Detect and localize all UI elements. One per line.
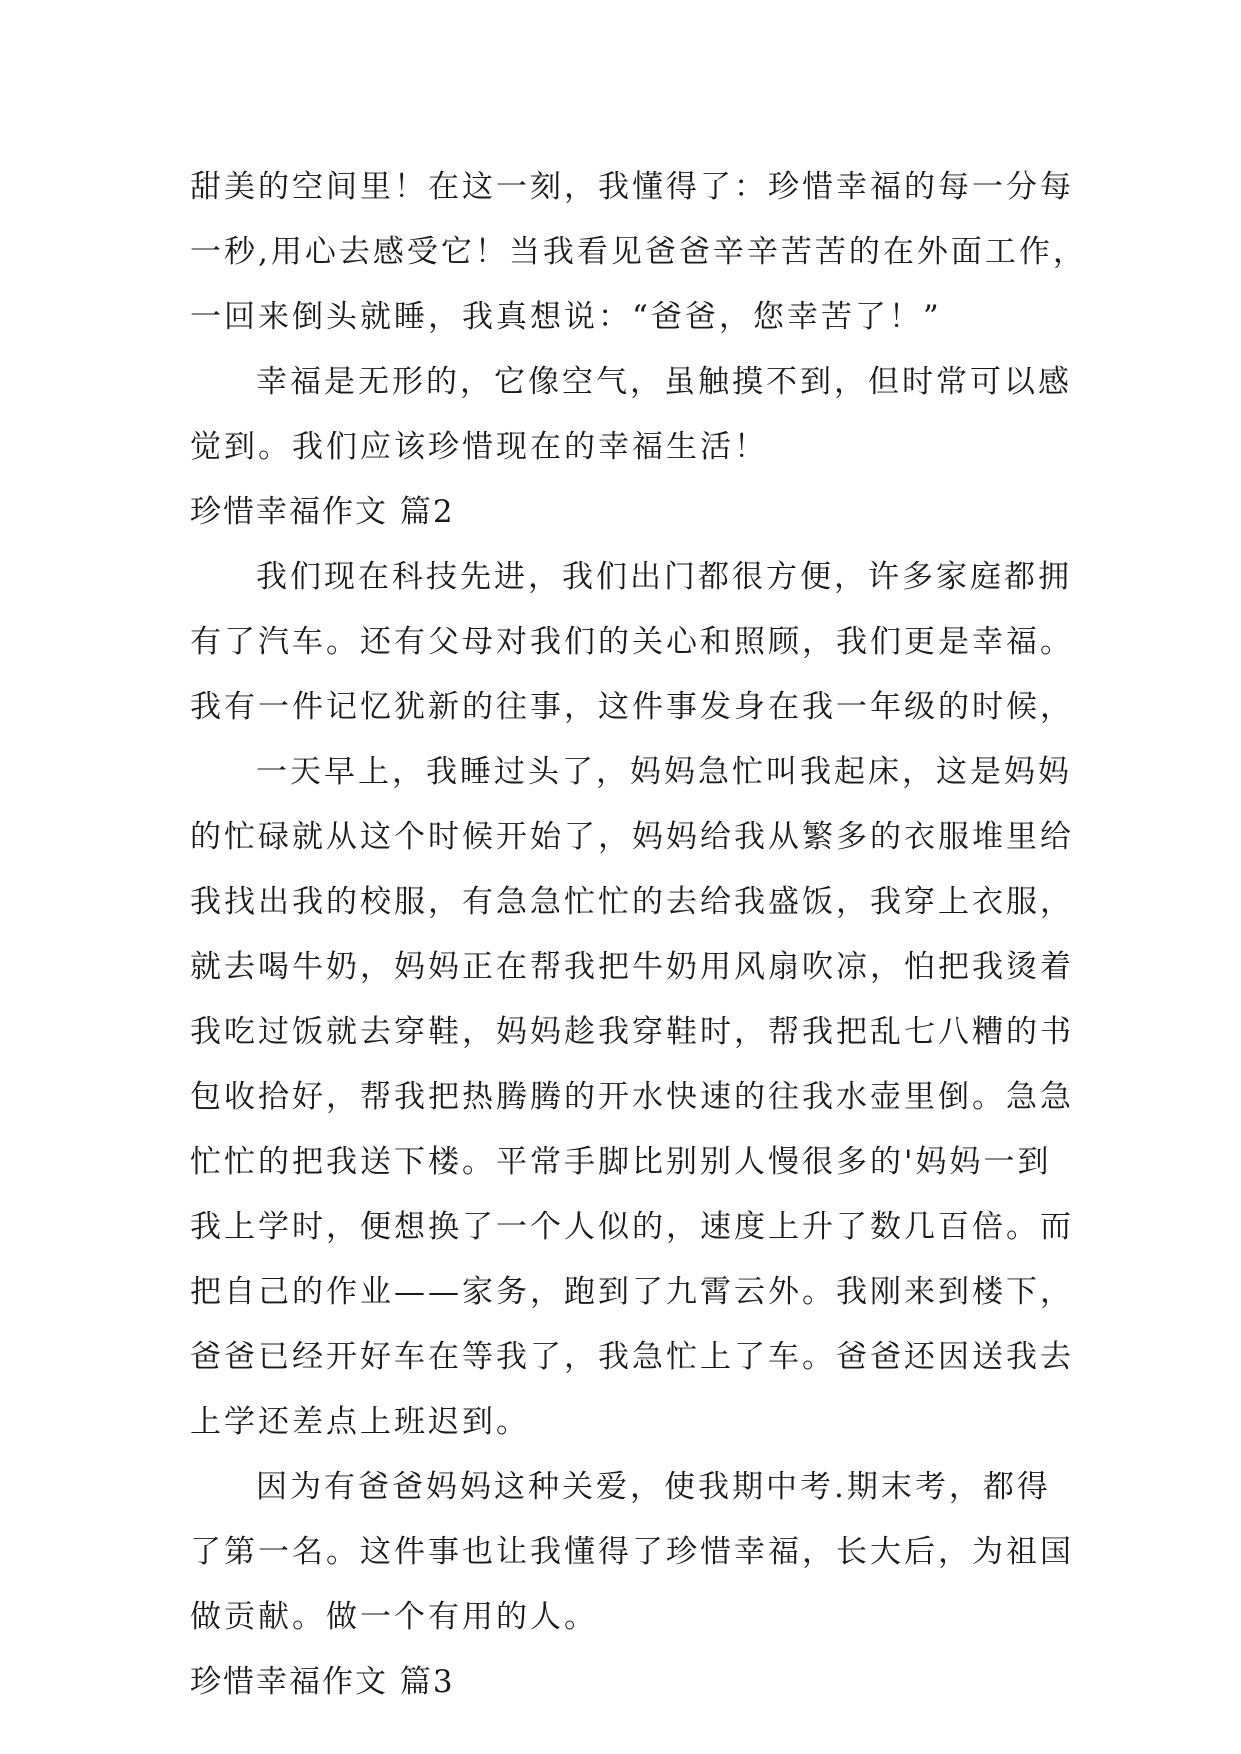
text-line: 上学还差点上班迟到。 — [190, 1404, 530, 1440]
text-line: 了第一名。这件事也让我懂得了珍惜幸福，长大后，为祖国 — [190, 1534, 1074, 1570]
text-line: 觉到。我们应该珍惜现在的幸福生活！ — [190, 429, 768, 465]
text-line: 把自己的作业——家务，跑到了九霄云外。我刚来到楼下， — [190, 1274, 1074, 1310]
text-line: 忙忙的把我送下楼。平常手脚比别别人慢很多的'妈妈一到 — [190, 1144, 1052, 1180]
paragraph-5 — [190, 1455, 1090, 1650]
text-line: 一秒,用心去感受它！当我看见爸爸辛辛苦苦的在外面工作， — [190, 234, 1087, 270]
paragraph-2 — [190, 350, 1090, 480]
text-line: 爸爸已经开好车在等我了，我急忙上了车。爸爸还因送我去 — [190, 1339, 1074, 1375]
text-line: 因为有爸爸妈妈这种关爱，使我期中考.期末考，都得 — [256, 1469, 1051, 1505]
text-line: 我找出我的校服，有急急忙忙的去给我盛饭，我穿上衣服， — [190, 884, 1074, 920]
section-heading-2: 珍惜幸福作文 篇2 — [190, 494, 455, 530]
text-line: 的忙碌就从这个时候开始了，妈妈给我从繁多的衣服堆里给 — [190, 819, 1074, 855]
text-line: 就去喝牛奶，妈妈正在帮我把牛奶用风扇吹凉，怕把我烫着 — [190, 949, 1074, 985]
text-line: 我吃过饭就去穿鞋，妈妈趁我穿鞋时，帮我把乱七八糟的书 — [190, 1014, 1074, 1050]
paragraph-1 — [190, 155, 1090, 350]
text-line: 我们现在科技先进，我们出门都很方便，许多家庭都拥 — [256, 559, 1072, 595]
text-line: 一回来倒头就睡，我真想说：“爸爸，您幸苦了！” — [190, 299, 942, 335]
text-line: 我上学时，便想换了一个人似的，速度上升了数几百倍。而 — [190, 1209, 1074, 1245]
text-line: 幸福是无形的，它像空气，虽触摸不到，但时常可以感 — [256, 364, 1072, 400]
text-line: 甜美的空间里！在这一刻，我懂得了：珍惜幸福的每一分每 — [190, 169, 1074, 205]
text-line: 包收拾好，帮我把热腾腾的开水快速的往我水壶里倒。急急 — [190, 1079, 1074, 1115]
paragraph-4 — [190, 740, 1090, 1455]
section-heading-3: 珍惜幸福作文 篇3 — [190, 1664, 455, 1700]
paragraph-3 — [190, 545, 1090, 740]
text-line: 一天早上，我睡过头了，妈妈急忙叫我起床，这是妈妈 — [256, 754, 1072, 790]
document-body — [190, 155, 1090, 1715]
text-line: 有了汽车。还有父母对我们的关心和照顾，我们更是幸福。 — [190, 624, 1074, 660]
text-line: 我有一件记忆犹新的往事，这件事发身在我一年级的时候， — [190, 689, 1074, 725]
text-line: 做贡献。做一个有用的人。 — [190, 1599, 598, 1635]
